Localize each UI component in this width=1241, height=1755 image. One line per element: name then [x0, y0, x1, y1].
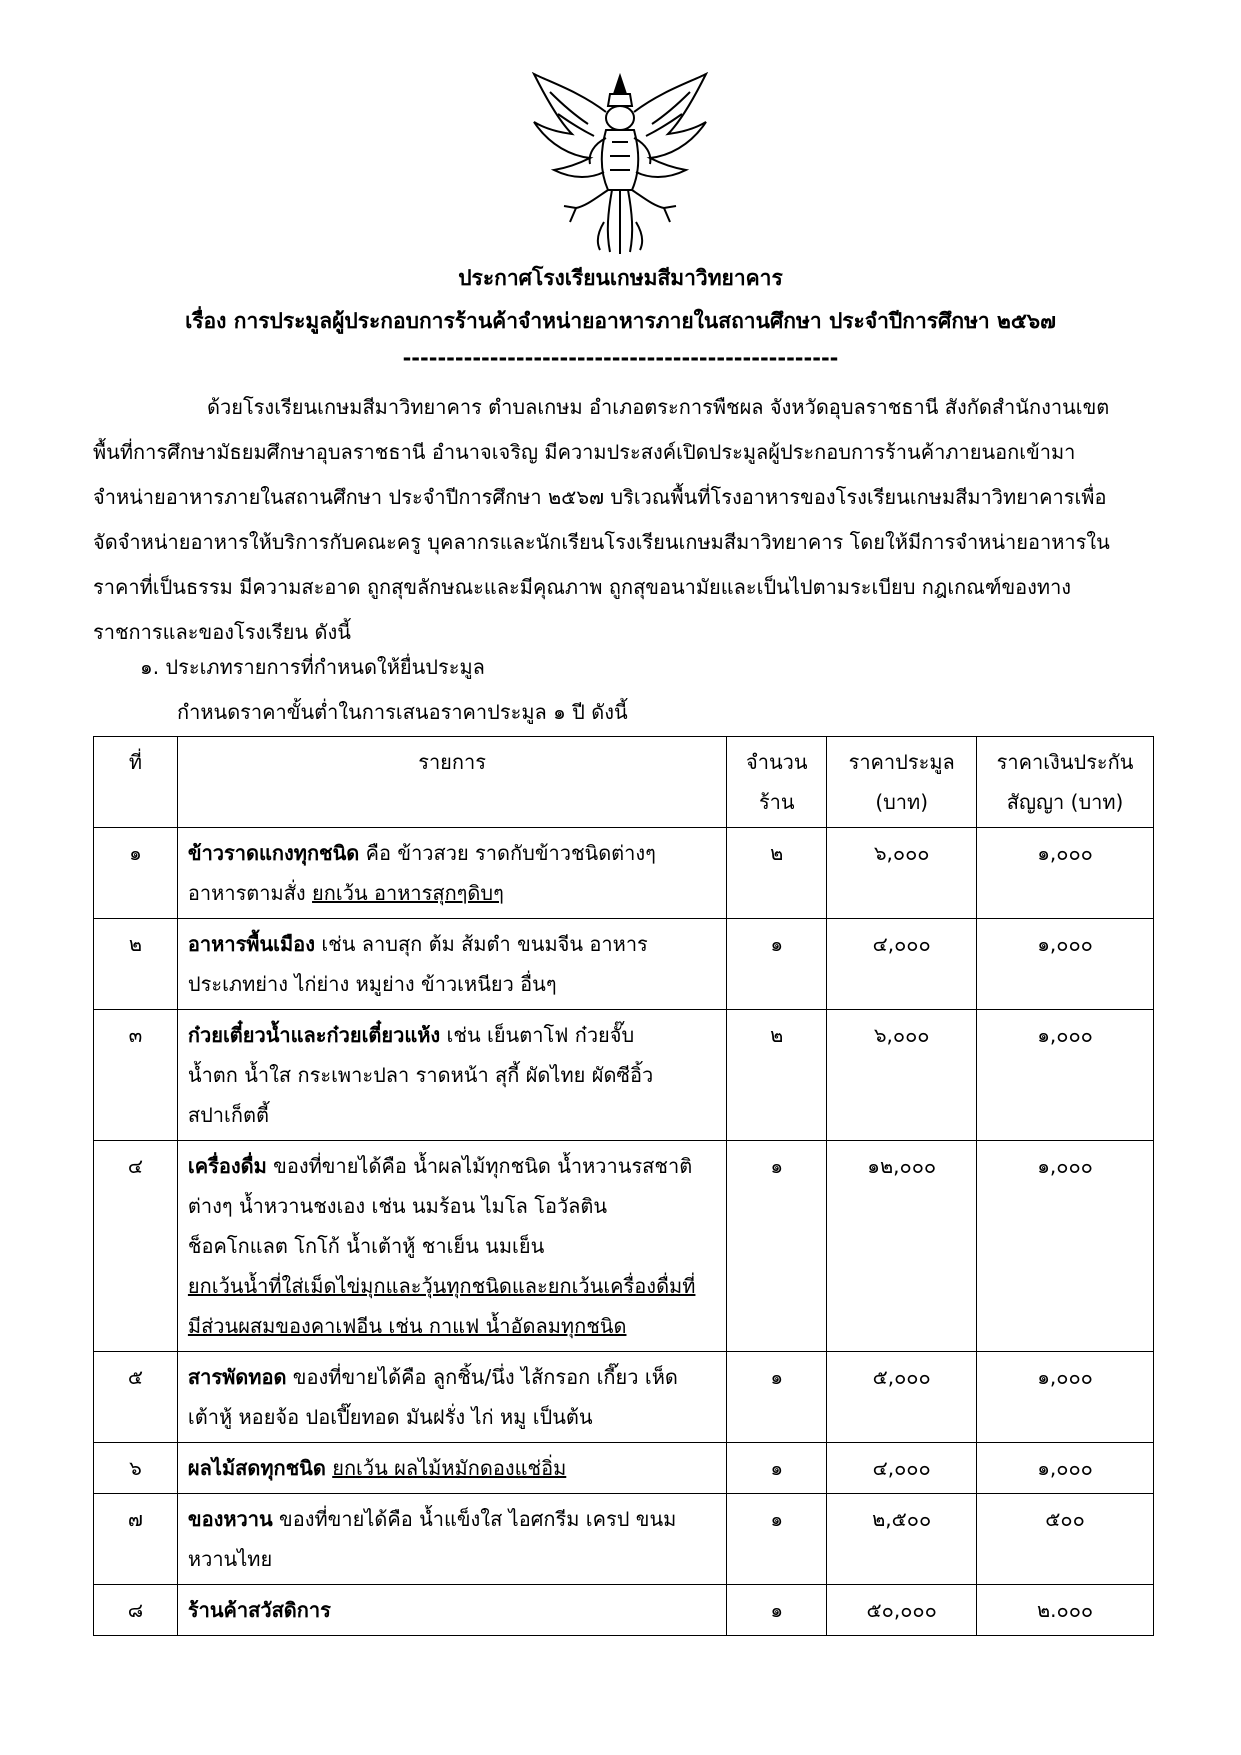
row-count: ๑	[727, 1352, 827, 1443]
row-no: ๘	[94, 1585, 178, 1636]
row-price: ๒,๕๐๐	[827, 1494, 977, 1585]
row-deposit: ๑,๐๐๐	[977, 919, 1154, 1010]
row-count: ๑	[727, 1141, 827, 1352]
paragraph-line: จำหน่ายอาหารภายในสถานศึกษา ประจำปีการศึกษา ๒๕๖๗ บริเวณพื้นที่โรงอาหารของโรงเรียนเกษมสีมาวิทยาคารเพื่อ	[93, 485, 1107, 509]
announcement-title: ประกาศโรงเรียนเกษมสีมาวิทยาคาร	[458, 266, 783, 290]
paragraph-line: จัดจำหน่ายอาหารให้บริการกับคณะครู บุคลากรและนักเรียนโรงเรียนเกษมสีมาวิทยาคาร โดยให้มีการจำหน่ายอาหารใน	[93, 530, 1110, 554]
section-item-1: ๑. ประเภทรายการที่กำหนดให้ยื่นประมูล	[140, 655, 485, 679]
row-description: อาหารพื้นเมือง เช่น ลาบสุก ต้ม ส้มตำ ขนมจีน อาหาร ประเภทย่าง ไก่ย่าง หมูย่าง ข้าวเหนียว อื่นๆ	[177, 919, 726, 1010]
table-row	[94, 1585, 1154, 1636]
row-deposit: ๑,๐๐๐	[977, 1443, 1154, 1494]
row-deposit: ๑,๐๐๐	[977, 1141, 1154, 1352]
row-description: ก๋วยเตี๋ยวน้ำและก๋วยเตี๋ยวแห้ง เช่น เย็นตาโฟ ก๋วยจั๊บ น้ำตก น้ำใส กระเพาะปลา ราดหน้า สุกี้ ผัดไทย ผัดซีอิ้ว สปาเก็ตตี้	[177, 1010, 726, 1141]
row-no: ๕	[94, 1352, 178, 1443]
row-deposit: ๕๐๐	[977, 1494, 1154, 1585]
row-price: ๔,๐๐๐	[827, 919, 977, 1010]
header-deposit: ราคาเงินประกัน สัญญา (บาท)	[977, 737, 1154, 828]
row-price: ๑๒,๐๐๐	[827, 1141, 977, 1352]
table-row	[94, 1443, 1154, 1494]
row-description: ร้านค้าสวัสดิการ	[177, 1585, 726, 1636]
body-paragraph	[93, 385, 1153, 655]
row-no: ๖	[94, 1443, 178, 1494]
header-item: รายการ	[177, 737, 726, 828]
row-count: ๑	[727, 1585, 827, 1636]
row-deposit: ๒.๐๐๐	[977, 1585, 1154, 1636]
section-item-1-detail: กำหนดราคาขั้นต่ำในการเสนอราคาประมูล ๑ ปี ดังนี้	[177, 700, 628, 724]
paragraph-line: ราคาที่เป็นธรรม มีความสะอาด ถูกสุขลักษณะและมีคุณภาพ ถูกสุขอนามัยและเป็นไปตามระเบียบ กฎเกณฑ์ของทาง	[93, 575, 1072, 599]
table-header-row	[94, 737, 1154, 828]
row-price: ๔,๐๐๐	[827, 1443, 977, 1494]
paragraph-line: พื้นที่การศึกษามัธยมศึกษาอุบลราชธานี อำนาจเจริญ มีความประสงค์เปิดประมูลผู้ประกอบการร้านค้าภายนอกเข้ามา	[93, 440, 1076, 464]
row-count: ๑	[727, 1494, 827, 1585]
row-price: ๖,๐๐๐	[827, 828, 977, 919]
table-row	[94, 1352, 1154, 1443]
row-no: ๗	[94, 1494, 178, 1585]
row-description: ผลไม้สดทุกชนิด ยกเว้น ผลไม้หมักดองแช่อิ่ม	[177, 1443, 726, 1494]
header-no: ที่	[94, 737, 178, 828]
paragraph-line: ด้วยโรงเรียนเกษมสีมาวิทยาคาร ตำบลเกษม อำเภอตระการพืชผล จังหวัดอุบลราชธานี สังกัดสำนักงานเขต	[207, 395, 1110, 419]
row-price: ๕,๐๐๐	[827, 1352, 977, 1443]
table-row	[94, 1010, 1154, 1141]
row-price: ๕๐,๐๐๐	[827, 1585, 977, 1636]
title-divider: --------------------------------------------------	[402, 346, 839, 370]
row-count: ๑	[727, 919, 827, 1010]
row-no: ๓	[94, 1010, 178, 1141]
row-deposit: ๑,๐๐๐	[977, 1352, 1154, 1443]
row-deposit: ๑,๐๐๐	[977, 828, 1154, 919]
row-count: ๒	[727, 828, 827, 919]
header-count: จำนวน ร้าน	[727, 737, 827, 828]
garuda-emblem-icon	[520, 72, 720, 257]
row-deposit: ๑,๐๐๐	[977, 1010, 1154, 1141]
row-price: ๖,๐๐๐	[827, 1010, 977, 1141]
row-no: ๒	[94, 919, 178, 1010]
row-description: ของหวาน ของที่ขายได้คือ น้ำแข็งใส ไอศกรีม เครป ขนม หวานไทย	[177, 1494, 726, 1585]
table-row	[94, 828, 1154, 919]
row-count: ๑	[727, 1443, 827, 1494]
table-row	[94, 1141, 1154, 1352]
row-count: ๒	[727, 1010, 827, 1141]
row-description: เครื่องดื่ม ของที่ขายได้คือ น้ำผลไม้ทุกชนิด น้ำหวานรสชาติ ต่างๆ น้ำหวานชงเอง เช่น นมร้อน ไมโล โอวัลติน ช็อคโกแลต โกโก้ น้ำเต้าหู้ ชาเย็น นมเย็น ยกเว้นน้ำที่ใส่เม็ดไข่มุกและวุ้นทุกชนิดและยกเว้นเครื่องดื่มที่ มีส่วนผสมของคาเฟอีน เช่น กาแฟ น้ำอัดลมทุกชนิด	[177, 1141, 726, 1352]
bid-table	[93, 736, 1154, 1636]
row-description: สารพัดทอด ของที่ขายได้คือ ลูกชิ้น/นึ่ง ไส้กรอก เกี๊ยว เห็ด เต้าหู้ หอยจ้อ ปอเปี๊ยทอด มันฝรั่ง ไก่ หมู เป็นต้น	[177, 1352, 726, 1443]
row-no: ๑	[94, 828, 178, 919]
header-price: ราคาประมูล (บาท)	[827, 737, 977, 828]
table-row	[94, 1494, 1154, 1585]
paragraph-line: ราชการและของโรงเรียน ดังนี้	[93, 620, 351, 644]
row-no: ๔	[94, 1141, 178, 1352]
row-description: ข้าวราดแกงทุกชนิด คือ ข้าวสวย ราดกับข้าวชนิดต่างๆ อาหารตามสั่ง ยกเว้น อาหารสุกๆดิบๆ	[177, 828, 726, 919]
announcement-subject: เรื่อง การประมูลผู้ประกอบการร้านค้าจำหน่ายอาหารภายในสถานศึกษา ประจำปีการศึกษา ๒๕๖๗	[185, 309, 1056, 333]
table-row	[94, 919, 1154, 1010]
